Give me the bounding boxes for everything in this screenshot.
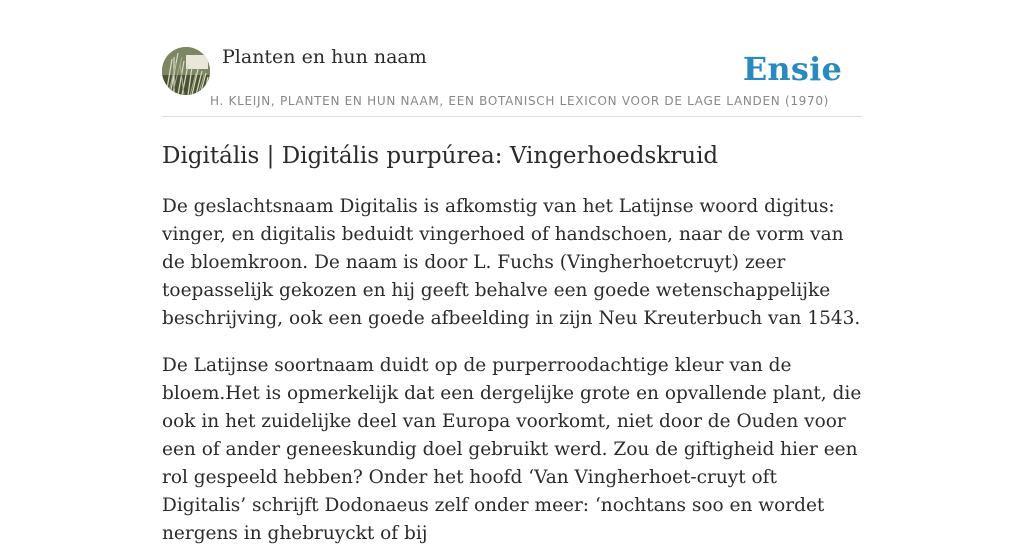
- grass-thumbnail-icon: [162, 47, 210, 95]
- source-header: [162, 0, 862, 117]
- article: [162, 0, 862, 548]
- source-title[interactable]: Planten en hun naam: [222, 46, 427, 68]
- entry-paragraph-1: De geslachtsnaam Digitalis is afkomstig van het Latijnse woord digitus: vinger, en digitalis beduidt vingerhoed of handschoen, naar de vorm van de bloemkroon. De naam is door L. Fuchs (Vingherhoetcruyt) zeer toepasselijk gekozen en hij geeft behalve een goede wetenschappelijke beschrijving, ook een goede afbeelding in zijn Neu Kreuterbuch van 1543.: [162, 196, 861, 329]
- entry-paragraph-2: De Latijnse soortnaam duidt op de purperroodachtige kleur van de bloem.Het is opmerkelijk dat een dergelijke grote en opvallende plant, die ook in het zuidelijke deel van Europa voorkomt, niet door de Ouden voor een of ander geneeskundig doel gebruikt werd. Zou de giftigheid hier een rol gespeeld hebben? Onder het hoofd ‘Van Vingherhoet-cruyt oft Digitalis’ schrijft Dodonaeus zelf onder meer: ‘nochtans soo en wordet nergens in ghebruyckt of bij: [162, 355, 862, 544]
- source-subtitle: H. KLEIJN, PLANTEN EN HUN NAAM, EEN BOTANISCH LEXICON VOOR DE LAGE LANDEN (1970): [210, 94, 830, 108]
- source-avatar[interactable]: [162, 47, 210, 95]
- entry-title: Digitális | Digitális purpúrea: Vingerhoedskruid: [162, 143, 719, 169]
- ensie-logo[interactable]: Ensie: [742, 50, 842, 88]
